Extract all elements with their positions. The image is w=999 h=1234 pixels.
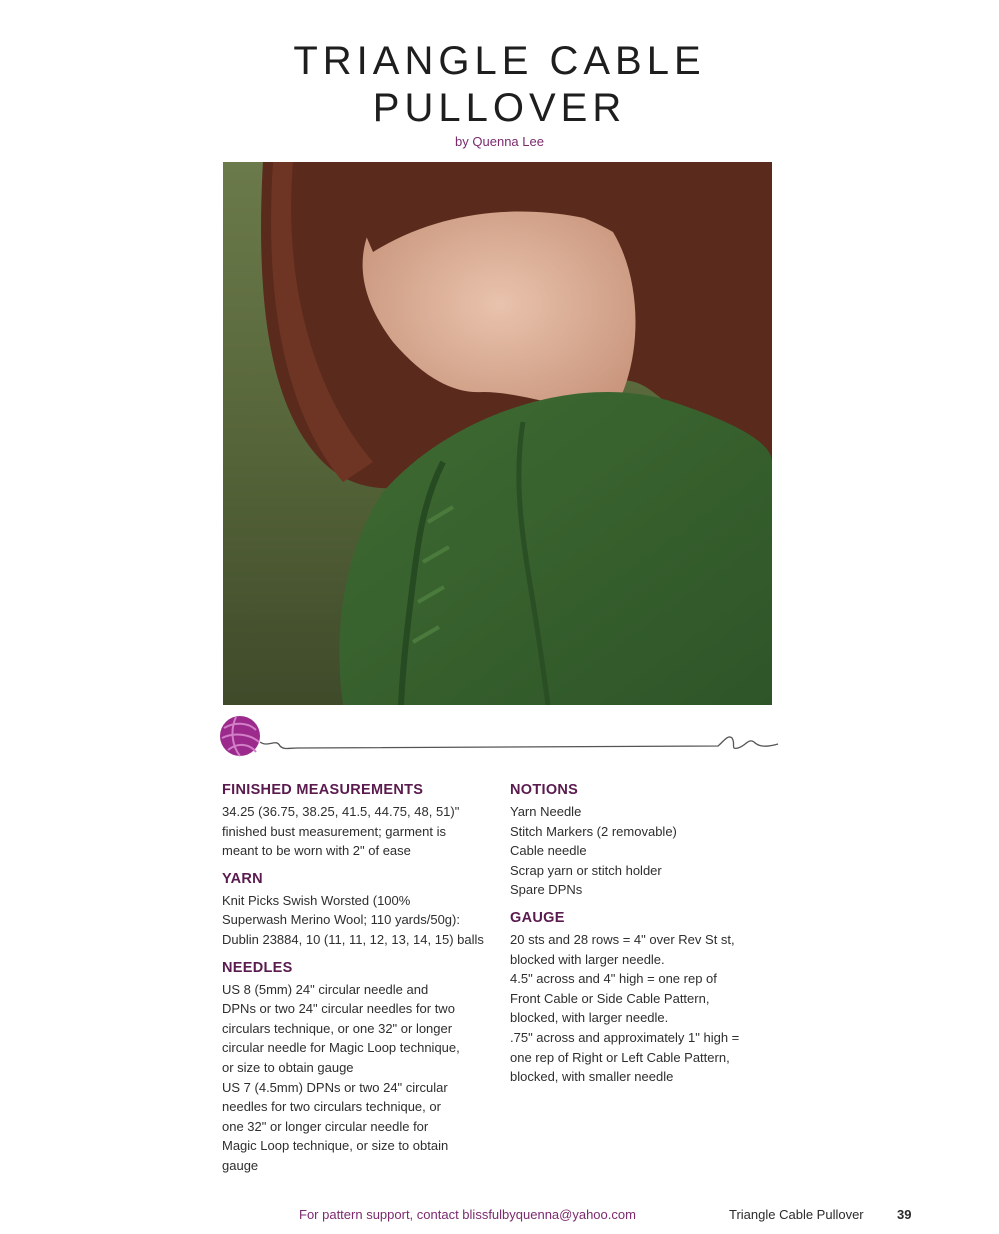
- text-line: blocked, with larger needle.: [510, 1010, 669, 1026]
- text-line: Magic Loop technique, or size to obtain: [222, 1138, 449, 1154]
- photo-illustration: [223, 162, 772, 705]
- text-line: meant to be worn with 2" of ease: [222, 843, 411, 859]
- text-line: Stitch Markers (2 removable): [510, 823, 677, 839]
- needles-body: [222, 980, 492, 1176]
- text-line: 34.25 (36.75, 38.25, 41.5, 44.75, 48, 51)": [222, 804, 460, 819]
- text-line: finished bust measurement; garment is: [222, 823, 446, 839]
- text-line: .75" across and approximately 1" high =: [510, 1029, 740, 1045]
- page-title-line-1: TRIANGLE CABLE: [293, 39, 706, 83]
- text-line: Dublin 23884, 10 (11, 11, 12, 13, 14, 15) balls: [222, 931, 484, 947]
- needles-heading: NEEDLES: [222, 959, 293, 976]
- text-line: DPNs or two 24" circular needles for two: [222, 1001, 455, 1017]
- text-line: blocked, with smaller needle: [510, 1069, 674, 1085]
- yarn-heading: YARN: [222, 870, 263, 887]
- yarn-body: [222, 891, 492, 950]
- yarn-ball-icon: [220, 716, 260, 756]
- text-line: gauge: [222, 1157, 259, 1173]
- gauge-heading: GAUGE: [510, 909, 565, 926]
- page-title-line-2: PULLOVER: [372, 86, 627, 130]
- finished-measurements-heading: FINISHED MEASUREMENTS: [222, 782, 424, 798]
- text-line: US 8 (5mm) 24" circular needle and: [222, 981, 429, 997]
- text-line: 4.5" across and 4" high = one rep of: [510, 971, 717, 987]
- yarn-divider: [218, 712, 783, 760]
- text-line: Scrap yarn or stitch holder: [510, 862, 662, 878]
- left-column: [222, 780, 492, 1184]
- text-line: US 7 (4.5mm) DPNs or two 24" circular: [222, 1079, 448, 1095]
- footer-title: Triangle Cable Pullover: [729, 1207, 864, 1222]
- text-line: Cable needle: [510, 843, 587, 859]
- text-line: one rep of Right or Left Cable Pattern,: [510, 1049, 730, 1065]
- right-column: [510, 780, 765, 1095]
- text-line: Superwash Merino Wool; 110 yards/50g):: [222, 912, 460, 928]
- text-line: Front Cable or Side Cable Pattern,: [510, 990, 710, 1006]
- text-line: circular needle for Magic Loop technique,: [222, 1040, 460, 1056]
- text-line: needles for two circulars technique, or: [222, 1099, 441, 1115]
- text-line: Knit Picks Swish Worsted (100%: [222, 892, 411, 908]
- text-line: Yarn Needle: [510, 804, 582, 819]
- text-line: blocked with larger needle.: [510, 951, 665, 967]
- gauge-body: [510, 930, 765, 1087]
- photo-woman-green-sweater: [223, 162, 772, 705]
- text-line: or size to obtain gauge: [222, 1059, 354, 1075]
- page-number: 39: [897, 1207, 912, 1222]
- footer-support-text: For pattern support, contact blissfulbyquenna@yahoo.com: [299, 1207, 636, 1222]
- text-line: 20 sts and 28 rows = 4" over Rev St st,: [510, 931, 735, 947]
- text-line: one 32" or longer circular needle for: [222, 1118, 429, 1134]
- notions-heading: NOTIONS: [510, 782, 579, 798]
- text-line: circulars technique, or one 32" or longer: [222, 1020, 453, 1036]
- text-line: Spare DPNs: [510, 882, 583, 898]
- finished-measurements-body: [222, 802, 492, 861]
- notions-body: [510, 802, 765, 900]
- byline: by Quenna Lee: [455, 134, 544, 149]
